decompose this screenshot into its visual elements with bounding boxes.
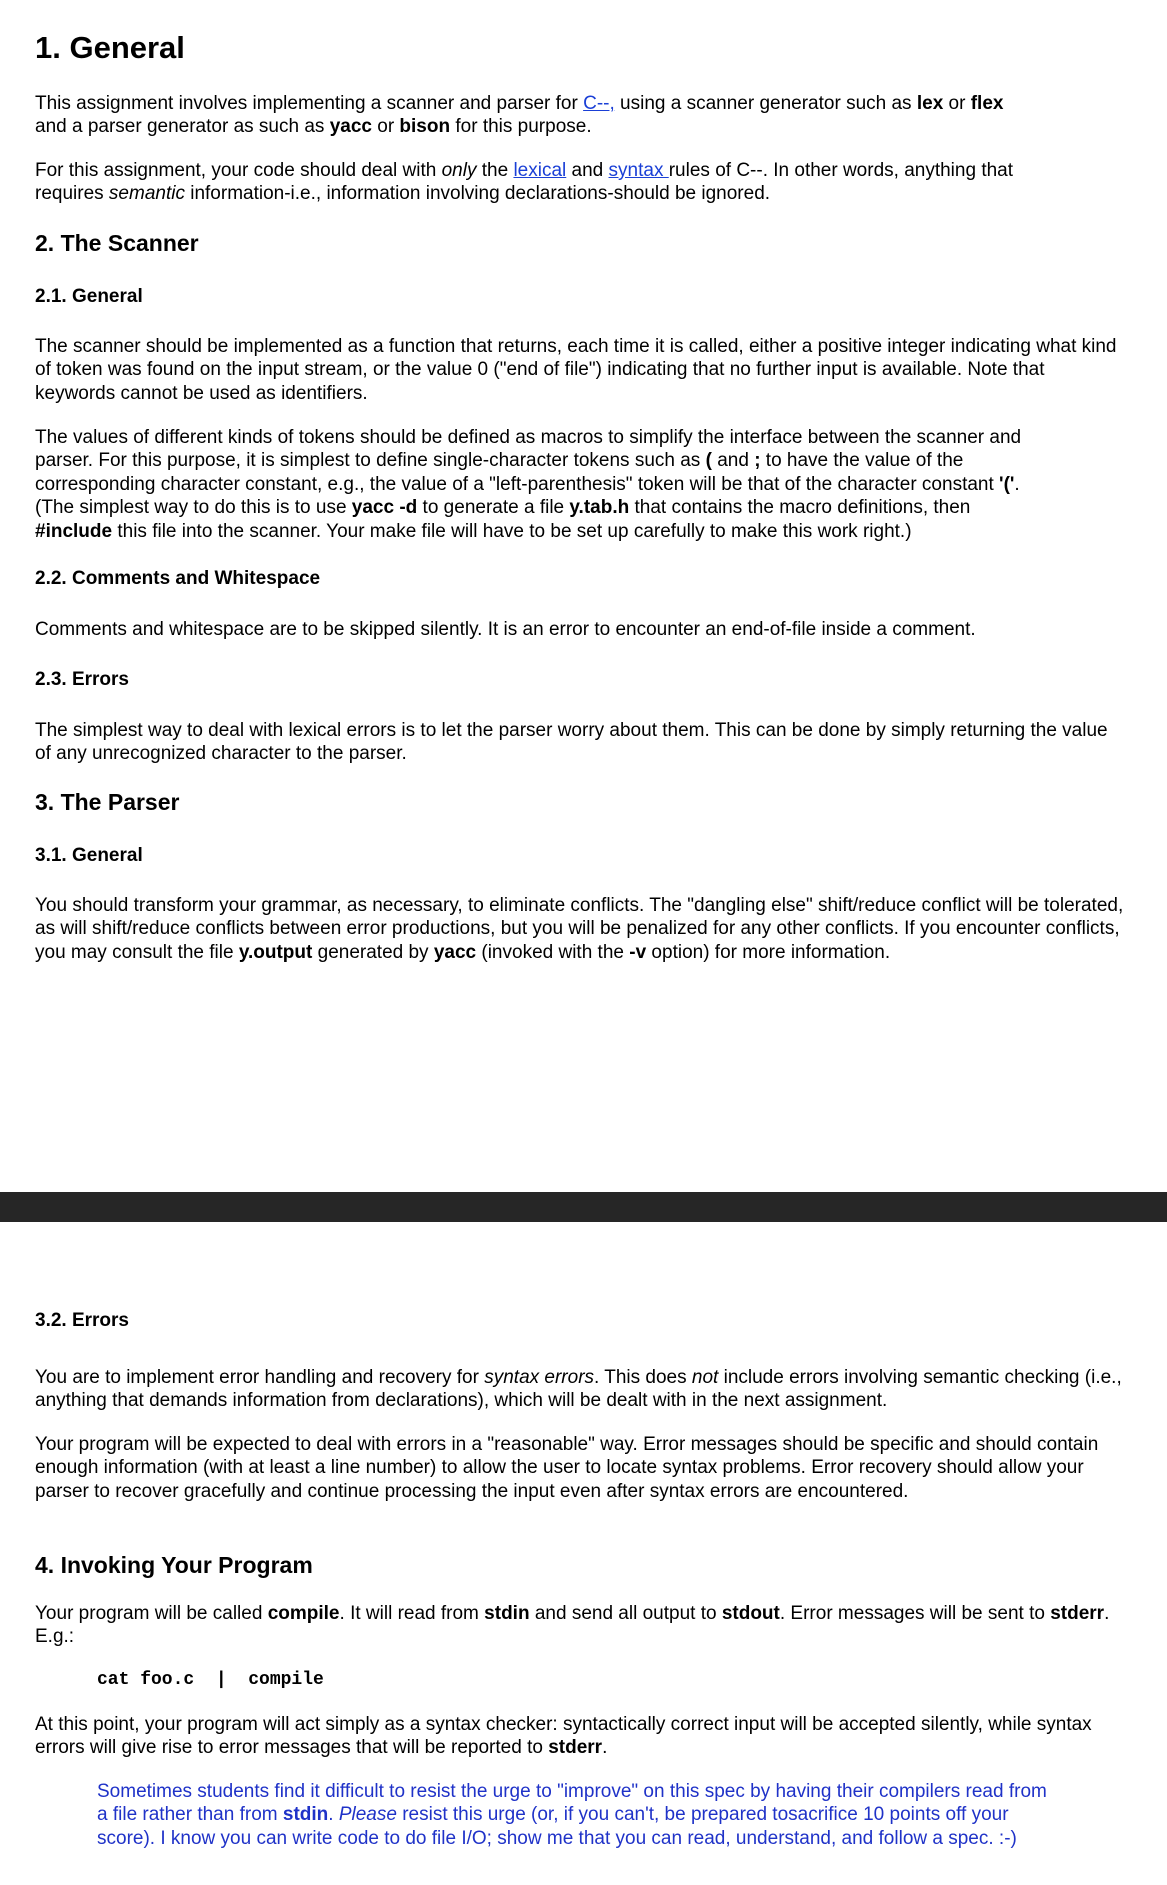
section-2-2-heading: 2.2. Comments and Whitespace (35, 568, 321, 589)
section-3-1-paragraph: You should transform your grammar, as necessary, to eliminate conflicts. The "dangling else" shift/reduce conflict will be tolerated, as will shift/reduce conflicts between error productions, but you will be penalized for any other conflicts. If you encounter conflicts, you may consult the file y.output generated by yacc (invoked with the -v option) for more information. (35, 895, 1124, 963)
instructor-note: Sometimes students find it difficult to resist the urge to "improve" on this spec by having their compilers read from a file rather than from stdin. Please resist this urge (or, if you can't, be prepared tosacrifice 10 points off your score). I know you can write code to do file I/O; show me that you can read, understand, and follow a spec. :-) (97, 1781, 1047, 1849)
section-2-1-paragraph-2: The values of different kinds of tokens should be defined as macros to simplify the interface between the scanner and parser. For this purpose, it is simplest to define single-character tokens such as ( and ; to have the value of the corresponding character constant, e.g., the value of a "left-parenthesis" token will be that of the character constant '('. (The simplest way to do this is to use yacc -d to generate a file y.tab.h that contains the macro definitions, then #include this file into the scanner. Your make file will have to be set up carefully to make this work right.) (35, 427, 1022, 542)
section-1-paragraph-2: For this assignment, your code should deal with only the lexical and syntax rules of C--. In other words, anything that requires semantic information-i.e., information involving declarations-should be ignored. (35, 160, 1014, 205)
section-3-heading: 3. The Parser (35, 789, 180, 815)
section-2-heading: 2. The Scanner (35, 230, 199, 256)
section-2-2-paragraph: Comments and whitespace are to be skipped silently. It is an error to encounter an end-of-file inside a comment. (35, 619, 976, 640)
page-break-bar (0, 1192, 1167, 1222)
section-3-2-heading: 3.2. Errors (35, 1310, 129, 1331)
command-example: cat foo.c | compile (97, 1670, 324, 1690)
section-2-1-paragraph-1: The scanner should be implemented as a function that returns, each time it is called, either a positive integer indicating what kind of token was found on the input stream, or the value 0 ("end of file") indicating that no further input is available. Note that keywords cannot be used as identifiers. (35, 336, 1117, 404)
section-4-heading: 4. Invoking Your Program (35, 1552, 313, 1578)
section-2-1-heading: 2.1. General (35, 286, 143, 307)
section-2-3-paragraph: The simplest way to deal with lexical errors is to let the parser worry about them. This can be done by simply returning the value of any unrecognized character to the parser. (35, 720, 1108, 765)
c-minus-minus-link[interactable]: C--, (583, 93, 615, 114)
section-3-2-paragraph-2: Your program will be expected to deal with errors in a "reasonable" way. Error messages should be specific and should contain enough information (with at least a line number) to allow the user to locate syntax problems. Error recovery should allow your parser to recover gracefully and continue processing the input even after syntax errors are encountered. (35, 1434, 1099, 1502)
lexical-link[interactable]: lexical (513, 160, 567, 181)
section-1-heading: 1. General (35, 30, 185, 65)
syntax-link[interactable]: syntax (608, 160, 669, 181)
section-3-1-heading: 3.1. General (35, 845, 143, 866)
section-4-paragraph-1: Your program will be called compile. It will read from stdin and send all output to stdout. Error messages will be sent to stderr. E.g.: (35, 1603, 1110, 1648)
section-1-paragraph-1: This assignment involves implementing a scanner and parser for C--, using a scanner generator such as lex or flex and a parser generator as such as yacc or bison for this purpose. (35, 93, 1004, 138)
section-4-paragraph-2: At this point, your program will act simply as a syntax checker: syntactically correct input will be accepted silently, while syntax errors will give rise to error messages that will be reported to stderr. (35, 1714, 1092, 1759)
section-3-2-paragraph-1: You are to implement error handling and recovery for syntax errors. This does not include errors involving semantic checking (i.e., anything that demands information from declarations), which will be dealt with in the next assignment. (35, 1367, 1122, 1412)
section-2-3-heading: 2.3. Errors (35, 669, 129, 690)
